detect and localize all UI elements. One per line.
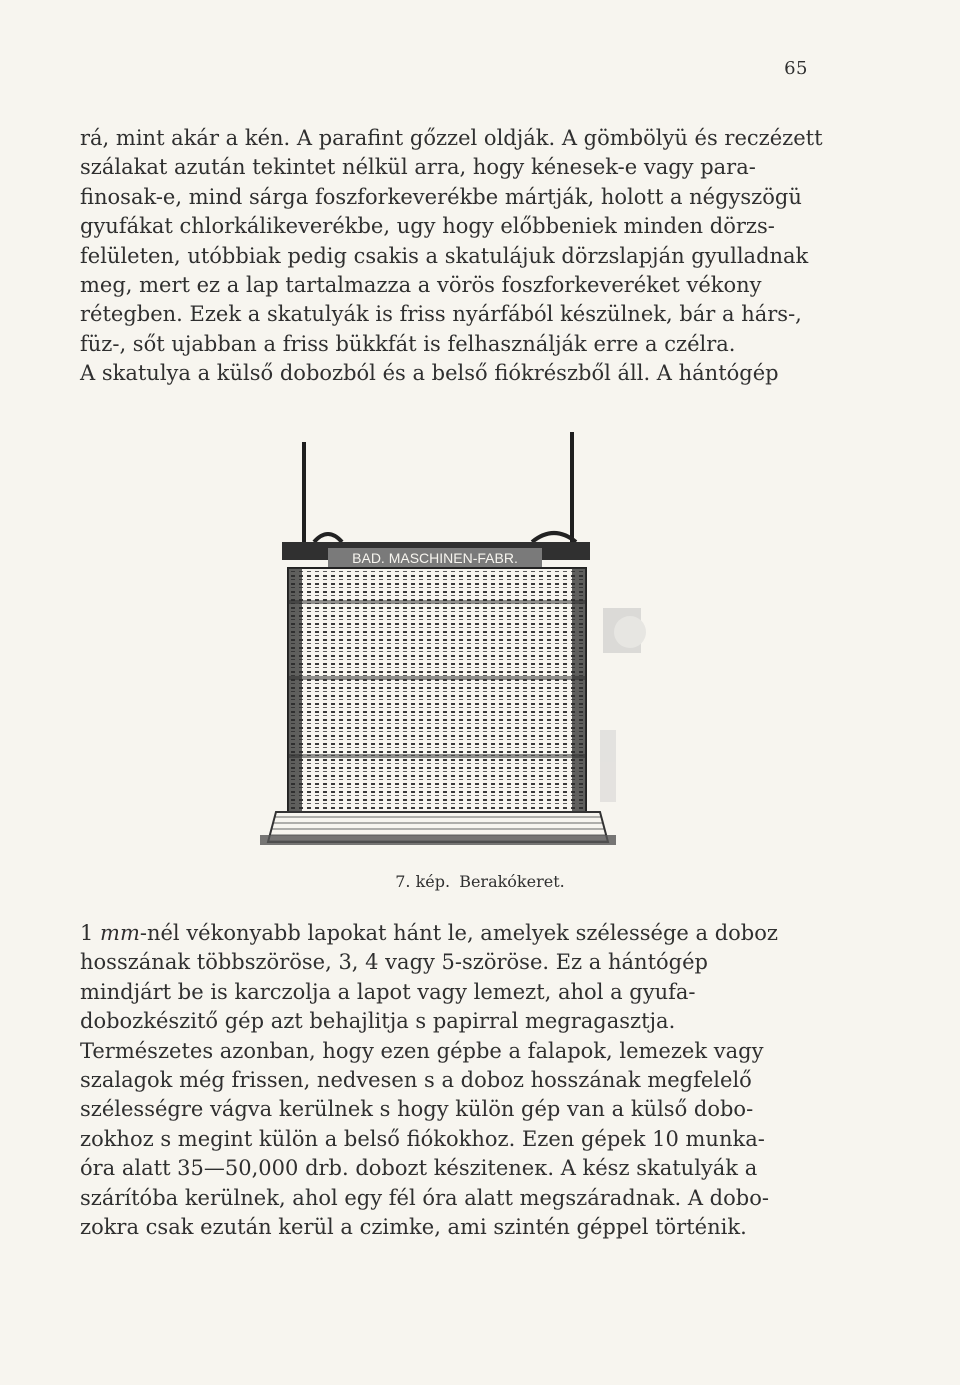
text-line: A skatulya a külső dobozból és a belső fiókrészből áll. A hántógép <box>80 361 779 386</box>
machine-illustration <box>218 430 738 860</box>
page-number: 65 <box>784 58 808 79</box>
text-line: hosszának többszöröse, 3, 4 vagy 5-szöröse. Ez a hántógép <box>80 950 708 975</box>
figure-caption <box>0 872 960 891</box>
text-line: szalagok még frissen, nedvesen s a doboz hosszának megfelelő <box>80 1068 752 1093</box>
maker-plate-text: BAD. MASCHINEN-FABR. <box>352 550 518 566</box>
figure-caption-text: Berakókeret. <box>459 872 565 891</box>
machine-engraving <box>218 430 738 860</box>
left-rod <box>302 442 306 545</box>
lower-paragraph <box>80 919 820 1242</box>
text-line: zokhoz s megint külön a belső fiókokhoz. Ezen gépek 10 munka- <box>80 1126 765 1151</box>
first-line-suffix: -nél vékonyabb lapokat hánt le, amelyek szélessége a doboz <box>139 921 778 945</box>
text-line: rétegben. Ezek a skatulyák is friss nyárfából készülnek, bár a hárs-, <box>80 302 802 327</box>
text-line: zokra csak ezután kerül a czimke, ami szintén géppel történik. <box>80 1215 747 1240</box>
first-line-unit: mm <box>100 921 140 945</box>
background-machine-parts <box>600 608 646 802</box>
text-line: szárítóba kerülnek, ahol egy fél óra alatt megszáradnak. A dobo- <box>80 1185 769 1210</box>
text-line: dobozkészitő gép azt behajlitja s papirral megragasztja. <box>80 1009 676 1034</box>
text-line: finosak-e, mind sárga foszforkeverékbe mártják, holott a négyszögü <box>80 184 802 209</box>
frame-grid <box>288 568 586 823</box>
upper-paragraph <box>80 124 823 389</box>
text-line: óra alatt 35—50,000 drb. dobozt késziteneк. A kész skatulyák a <box>80 1156 758 1181</box>
text-line: gyufákat chlorkálikeverékbe, ugy hogy előbbeniek minden dörzs- <box>80 214 775 239</box>
text-line: meg, mert ez a lap tartalmazza a vörös foszforkeveréket vékony <box>80 273 762 298</box>
text-line: mindjárt be is karczolja a lapot vagy lemezt, ahol a gyufa- <box>80 979 696 1004</box>
text-line <box>80 919 820 948</box>
text-line: füz-, sőt ujabban a friss bükkfát is felhasználják erre a czélra. <box>80 331 736 356</box>
text-line: szélességre vágva kerülnek s hogy külön gép van a külső dobo- <box>80 1097 754 1122</box>
first-line-prefix: 1 <box>80 921 101 945</box>
right-rod <box>570 432 574 545</box>
text-line: felületen, utóbbiak pedig csakis a skatulájuk dörzslapján gyulladnak <box>80 243 809 268</box>
figure-caption-number: 7. kép. <box>395 872 451 891</box>
text-line: szálakat azután tekintet nélkül arra, hogy kénesek-e vagy para- <box>80 155 756 180</box>
text-line: rá, mint akár a kén. A parafint gőzzel oldják. A gömbölyü és reczézett <box>80 126 823 150</box>
text-line: Természetes azonban, hogy ezen gépbe a falapok, lemezek vagy <box>80 1038 764 1063</box>
